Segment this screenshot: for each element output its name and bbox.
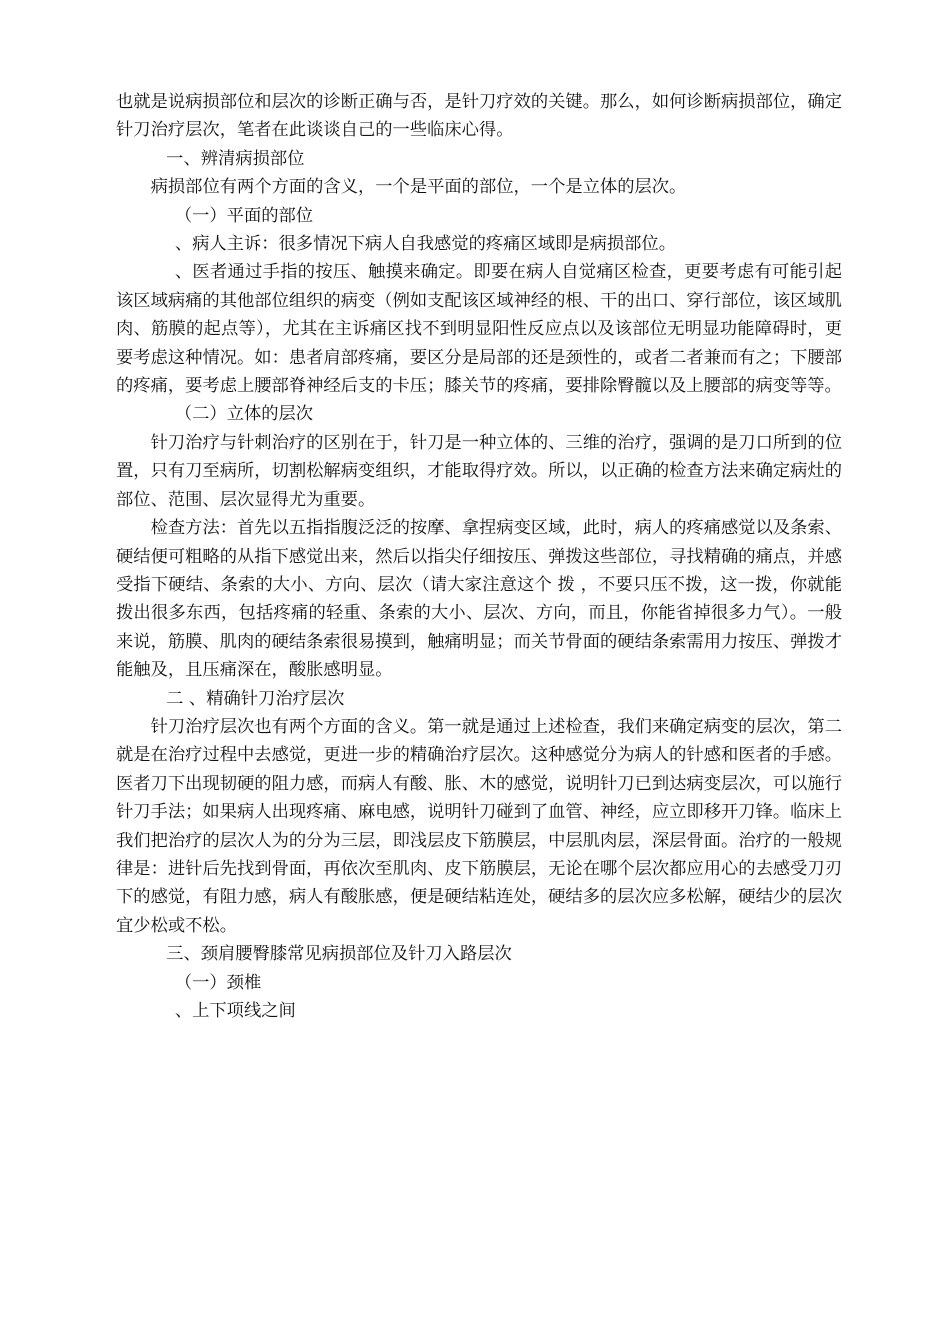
section-heading-2: 二 、精确针刀治疗层次 xyxy=(166,688,345,709)
document-body xyxy=(116,88,842,1025)
subsection-heading: （二）立体的层次 xyxy=(174,404,314,425)
list-item: 、病人主诉：很多情况下病人自我感觉的疼痛区域即是病损部位。 xyxy=(174,234,676,255)
section-heading-3: 三、颈肩腰臀膝常见病损部位及针刀入路层次 xyxy=(166,944,512,965)
body-paragraph: 针刀治疗层次也有两个方面的含义。第一就是通过上述检查，我们来确定病变的层次，第二就是在治疗过程中去感觉，更进一步的精确治疗层次。这种感觉分为病人的针感和医者的手感。医者刀下出现韧硬的阻力感，而病人有酸、胀、木的感觉，说明针刀已到达病变层次，可以施行针刀手法；如果病人出现疼痛、麻电感，说明针刀碰到了血管、神经，应立即移开刀锋。临床上我们把治疗的层次人为的分为三层，即浅层皮下筋膜层，中层肌肉层，深层骨面。治疗的一般规律是：进针后先找到骨面，再依次至肌肉、皮下筋膜层，无论在哪个层次都应用心的去感受刀刃下的感觉，有阻力感，病人有酸胀感，便是硬结粘连处，硬结多的层次应多松解，硬结少的层次宜少松或不松。 xyxy=(116,716,842,936)
subsection-heading: （一）平面的部位 xyxy=(174,205,314,226)
section-heading-1: 一、辨清病损部位 xyxy=(166,148,305,169)
body-paragraph: 针刀治疗与针刺治疗的区别在于，针刀是一种立体的、三维的治疗，强调的是刀口所到的位置，只有刀至病所，切割松解病变组织，才能取得疗效。所以，以正确的检查方法来确定病灶的部位、范围、层次显得尤为重要。 xyxy=(116,432,842,510)
list-item: 、上下项线之间 xyxy=(174,1001,296,1021)
list-item: 、医者通过手指的按压、触摸来确定。即要在病人自觉痛区检查，更要考虑有可能引起该区域病痛的其他部位组织的病变（例如支配该区域神经的根、干的出口、穿行部位，该区域肌肉、筋膜的起点等），尤其在主诉痛区找不到明显阳性反应点以及该部位无明显功能障碍时，更要考虑这种情况。如：患者肩部疼痛，要区分是局部的还是颈性的，或者二者兼而有之；下腰部的疼痛，要考虑上腰部脊神经后支的卡压；膝关节的疼痛，要排除臀髋以及上腰部的病变等等。 xyxy=(116,262,842,397)
body-paragraph: 病损部位有两个方面的含义，一个是平面的部位，一个是立体的层次。 xyxy=(150,177,687,198)
subsection-heading: （一）颈椎 xyxy=(174,972,262,993)
intro-paragraph: 也就是说病损部位和层次的诊断正确与否，是针刀疗效的关键。那么，如何诊断病损部位，确定针刀治疗层次，笔者在此谈谈自己的一些临床心得。 xyxy=(116,92,842,141)
body-paragraph: 检查方法：首先以五指指腹泛泛的按摩、拿捏病变区域，此时，病人的疼痛感觉以及条索、硬结便可粗略的从指下感觉出来，然后以指尖仔细按压、弹拨这些部位，寻找精确的痛点，并感受指下硬结、条索的大小、方向、层次（请大家注意这个 拨 ，不要只压不拨，这一拨，你就能拨出很多东西，包括疼痛的轻重、条索的大小、层次、方向，而且，你能省掉很多力气）。一般来说，筋膜、肌肉的硬结条索很易摸到，触痛明显；而关节骨面的硬结条索需用力按压、弹拨才能触及，且压痛深在，酸胀感明显。 xyxy=(116,518,842,681)
